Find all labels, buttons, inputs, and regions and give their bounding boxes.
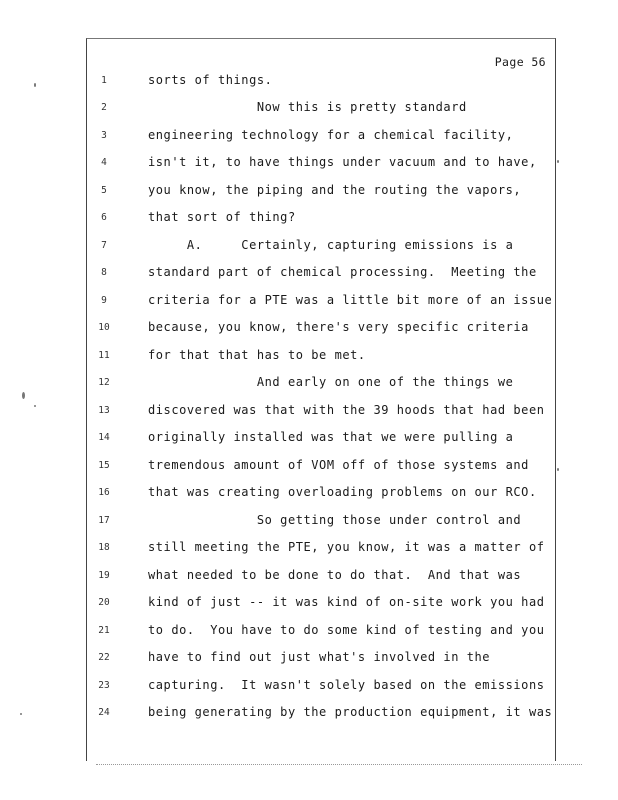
transcript-line: tremendous amount of VOM off of those systems and — [148, 458, 529, 472]
line-number: 22 — [98, 652, 110, 663]
line-number: 17 — [98, 515, 110, 526]
transcript-line: because, you know, there's very specific criteria — [148, 320, 529, 334]
transcript-line: kind of just -- it was kind of on-site work you had — [148, 595, 545, 609]
transcript-line: have to find out just what's involved in the — [148, 650, 491, 664]
line-number: 23 — [98, 680, 110, 691]
line-number: 20 — [98, 597, 110, 608]
transcript-line: being generating by the production equipment, it was — [148, 705, 553, 719]
transcript-line: that was creating overloading problems on our RCO. — [148, 485, 537, 499]
line-number: 12 — [98, 377, 110, 388]
transcript-line: And early on one of the things we — [148, 375, 514, 389]
line-number: 11 — [98, 350, 110, 361]
line-number: 8 — [101, 267, 107, 278]
line-number: 2 — [101, 102, 107, 113]
line-number: 5 — [101, 185, 107, 196]
scan-speck — [22, 392, 25, 399]
scan-speck — [557, 160, 559, 163]
scan-speck — [34, 405, 36, 407]
transcript-line: A. Certainly, capturing emissions is a — [148, 238, 514, 252]
transcript-line: to do. You have to do some kind of testing and you — [148, 623, 545, 637]
transcript-line: that sort of thing? — [148, 210, 296, 224]
transcript-line: Now this is pretty standard — [148, 100, 467, 114]
line-number: 7 — [101, 240, 107, 251]
line-number: 4 — [101, 157, 107, 168]
scan-speck — [20, 713, 22, 715]
page-number: Page 56 — [494, 55, 546, 69]
transcript-line: for that that has to be met. — [148, 348, 366, 362]
line-number: 18 — [98, 542, 110, 553]
transcript-line: you know, the piping and the routing the vapors, — [148, 183, 522, 197]
transcript-line: isn't it, to have things under vacuum and to have, — [148, 155, 537, 169]
transcript-line: sorts of things. — [148, 73, 273, 87]
line-number: 6 — [101, 212, 107, 223]
line-number: 21 — [98, 625, 110, 636]
line-number: 19 — [98, 570, 110, 581]
transcript-line: So getting those under control and — [148, 513, 522, 527]
transcript-line: capturing. It wasn't solely based on the emissions — [148, 678, 545, 692]
line-number: 1 — [101, 75, 107, 86]
transcript-line: discovered was that with the 39 hoods that had been — [148, 403, 545, 417]
transcript-line: engineering technology for a chemical facility, — [148, 128, 514, 142]
scan-speck — [557, 468, 559, 471]
line-number: 14 — [98, 432, 110, 443]
line-number: 16 — [98, 487, 110, 498]
transcript-line: standard part of chemical processing. Meeting the — [148, 265, 537, 279]
transcript-line: originally installed was that we were pulling a — [148, 430, 514, 444]
line-number: 10 — [98, 322, 110, 333]
transcript-line: criteria for a PTE was a little bit more of an issue — [148, 293, 553, 307]
line-number: 3 — [101, 130, 107, 141]
footer-rule — [96, 764, 582, 765]
line-number: 24 — [98, 707, 110, 718]
scan-speck — [34, 83, 36, 87]
line-number: 9 — [101, 295, 107, 306]
line-number: 13 — [98, 405, 110, 416]
transcript-line: what needed to be done to do that. And that was — [148, 568, 522, 582]
transcript-line: still meeting the PTE, you know, it was a matter of — [148, 540, 545, 554]
line-number: 15 — [98, 460, 110, 471]
